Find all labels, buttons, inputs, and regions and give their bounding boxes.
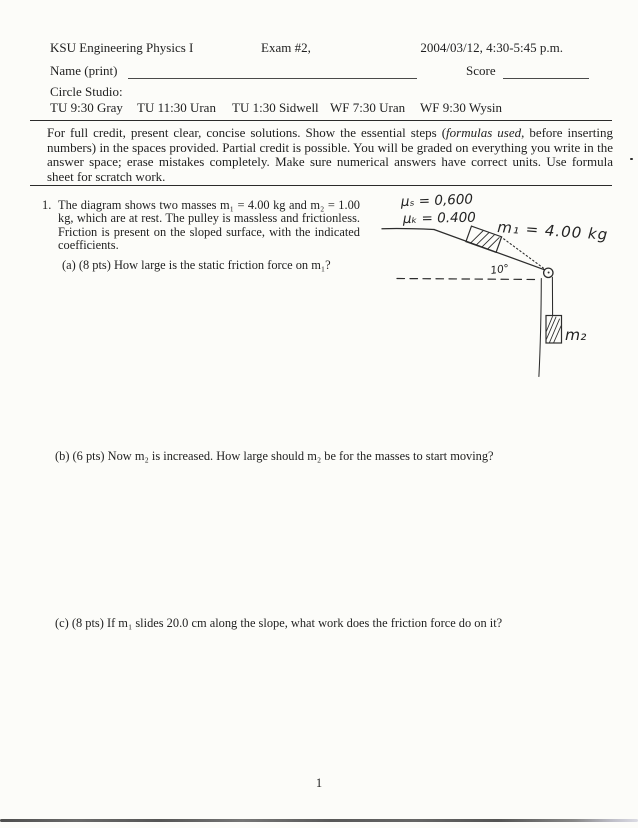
name-underline <box>128 78 417 79</box>
studio-option-uran-730: WF 7:30 Uran <box>330 100 406 115</box>
block-m2-hatch <box>547 317 562 344</box>
question-part-b: (b) (6 pts) Now m₂ is increased. How large should m₂ be for the masses to start moving? <box>55 449 494 463</box>
mu-k-label: μₖ = 0.400 <box>402 209 476 227</box>
studio-option-gray: TU 9:30 Gray <box>50 100 123 115</box>
circle-studio-label: Circle Studio: <box>50 84 123 99</box>
question-part-a: (a) (8 pts) How large is the static friction force on m₁? <box>62 257 331 272</box>
scan-speck <box>630 158 633 160</box>
score-underline <box>503 78 589 79</box>
instructions-text-end: , before inserting numbers) in the spaces provided. Partial credit is possible. You will be graded on everything you write in the answer space; erase mistakes completely. Make sure numerical answers have correct units. Use formula sheet for scratch work. <box>47 125 613 185</box>
vertical-reference-line <box>539 279 541 377</box>
instructions-text-start: For full credit, present clear, concise solutions. Show the essential steps ( <box>47 125 447 140</box>
question-number: 1. <box>42 198 52 212</box>
incline-top-line <box>382 229 434 230</box>
pulley-axle <box>548 272 550 274</box>
name-label: Name (print) <box>50 63 118 78</box>
exam-title: Exam #2, <box>261 40 311 55</box>
course-title: KSU Engineering Physics I <box>50 40 194 55</box>
m2-label: m₂ <box>565 326 587 344</box>
score-label: Score <box>466 63 496 78</box>
studio-option-sidwell: TU 1:30 Sidwell <box>232 100 319 115</box>
scan-artifact-line <box>0 819 638 822</box>
header-rule-top <box>30 120 612 121</box>
horizontal-dashed-line <box>397 279 537 280</box>
mu-s-label: μₛ = 0,600 <box>400 191 474 210</box>
exam-datetime: 2004/03/12, 4:30-5:45 p.m. <box>420 40 563 55</box>
studio-option-wysin: WF 9:30 Wysin <box>420 100 503 115</box>
question-body: The diagram shows two masses m₁ = 4.00 kg and m₂ = 1.00 kg, which are at rest. The pulley is massless and frictionless. Friction is present on the sloped surface, with the indicated coefficients. <box>58 198 360 252</box>
studio-option-uran-1130: TU 11:30 Uran <box>137 100 216 115</box>
page-number: 1 <box>315 776 323 790</box>
m1-label: m₁ = 4.00 kg <box>496 218 609 244</box>
question-part-c: (c) (8 pts) If m₁ slides 20.0 cm along the slope, what work does the friction force do on it? <box>55 616 503 630</box>
question-1 <box>42 199 360 272</box>
pulley-incline-diagram <box>368 186 633 386</box>
angle-label: 10° <box>489 262 510 277</box>
instructions-text-italic: formulas used <box>446 125 522 140</box>
instructions-paragraph <box>47 126 613 185</box>
